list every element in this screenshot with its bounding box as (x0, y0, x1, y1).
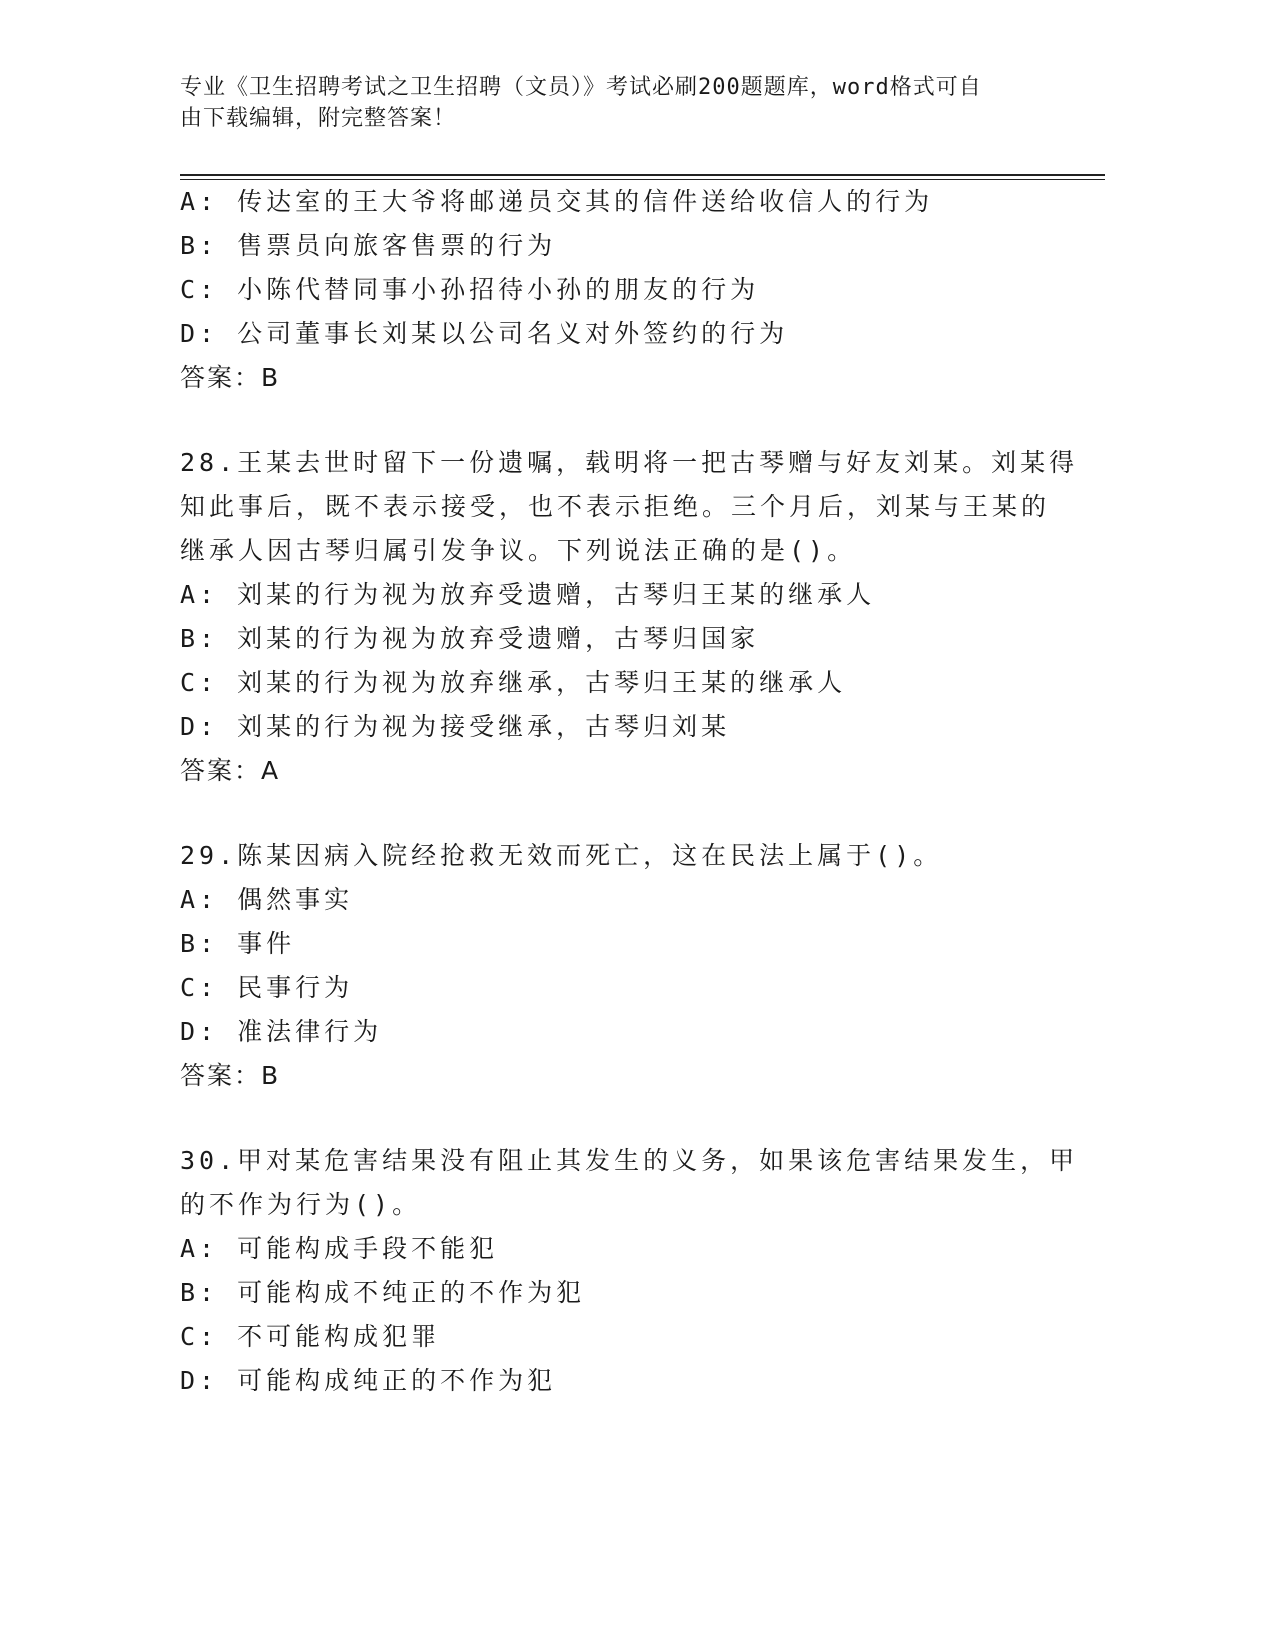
option-b: B: 可能构成不纯正的不作为犯 (180, 1278, 586, 1307)
question-stem-line: 继承人因古琴归属引发争议。下列说法正确的是()。 (180, 536, 857, 565)
option-d: D: 公司董事长刘某以公司名义对外签约的行为 (180, 319, 789, 348)
question-27-tail (180, 180, 1060, 400)
option-b: B: 事件 (180, 929, 296, 958)
answer: 答案：B (180, 363, 281, 392)
question-29 (180, 834, 1060, 1098)
option-a: A: 刘某的行为视为放弃受遗赠，古琴归王某的继承人 (180, 580, 876, 609)
question-30 (180, 1139, 1079, 1403)
question-stem-line: 的不作为行为()。 (180, 1190, 422, 1219)
question-stem-line: 知此事后，既不表示接受，也不表示拒绝。三个月后，刘某与王某的 (180, 492, 1051, 521)
option-b: B: 刘某的行为视为放弃受遗赠，古琴归国家 (180, 624, 760, 653)
option-d: D: 刘某的行为视为接受继承，古琴归刘某 (180, 712, 731, 741)
option-d: D: 准法律行为 (180, 1017, 383, 1046)
question-stem-line: 30.甲对某危害结果没有阻止其发生的义务，如果该危害结果发生，甲 (180, 1146, 1079, 1175)
header-line-2: 由下载编辑，附完整答案！ (180, 106, 457, 131)
option-a: A: 可能构成手段不能犯 (180, 1234, 499, 1263)
option-a: A: 偶然事实 (180, 885, 354, 914)
document-header (180, 72, 1060, 134)
answer: 答案：A (180, 756, 281, 785)
answer: 答案：B (180, 1061, 281, 1090)
option-c: C: 刘某的行为视为放弃继承，古琴归王某的继承人 (180, 668, 847, 697)
option-b: B: 售票员向旅客售票的行为 (180, 231, 557, 260)
question-28 (180, 441, 1079, 793)
question-stem-line: 28.王某去世时留下一份遗嘱，载明将一把古琴赠与好友刘某。刘某得 (180, 448, 1079, 477)
option-c: C: 不可能构成犯罪 (180, 1322, 441, 1351)
option-d: D: 可能构成纯正的不作为犯 (180, 1366, 557, 1395)
header-divider-thick (180, 174, 1105, 176)
question-stem-line: 29.陈某因病入院经抢救无效而死亡，这在民法上属于()。 (180, 841, 943, 870)
option-a: A: 传达室的王大爷将邮递员交其的信件送给收信人的行为 (180, 187, 934, 216)
header-line-1: 专业《卫生招聘考试之卫生招聘（文员）》考试必刷200题题库，word格式可自 (180, 75, 982, 100)
option-c: C: 小陈代替同事小孙招待小孙的朋友的行为 (180, 275, 760, 304)
option-c: C: 民事行为 (180, 973, 354, 1002)
